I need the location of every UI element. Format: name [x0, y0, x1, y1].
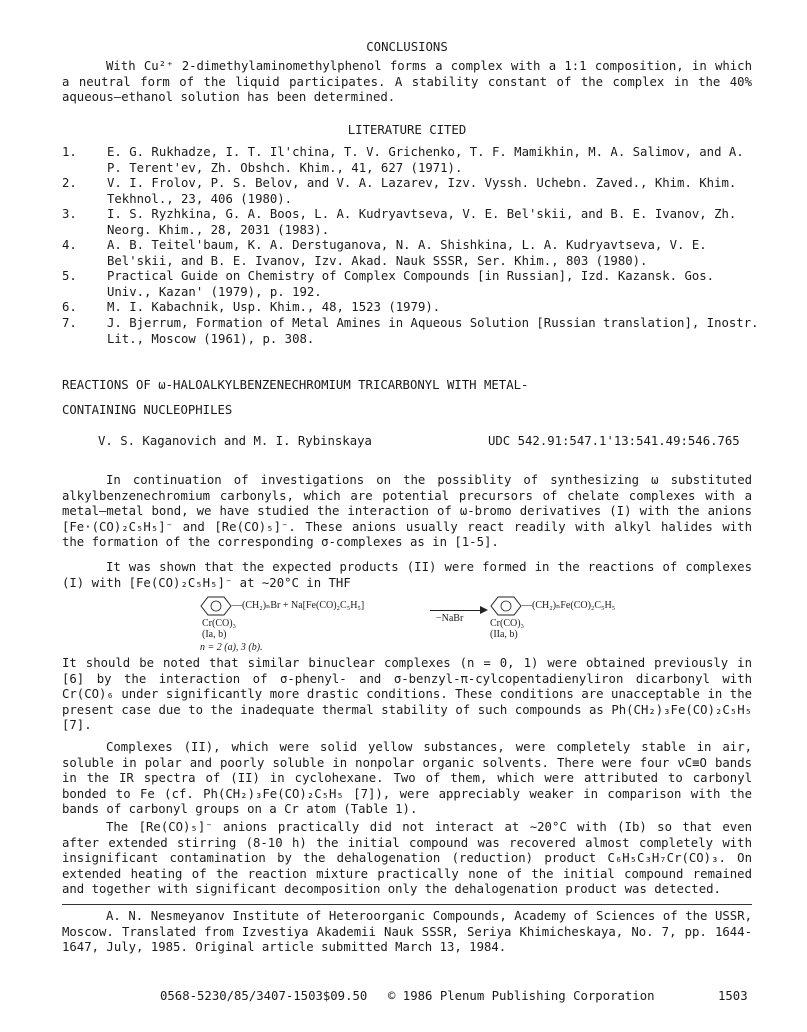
scheme-right-chain: —(CH₂)ₙFe(CO)₂C₅H₅: [522, 600, 616, 611]
scheme-left-label: (Ia, b): [202, 629, 227, 640]
reference-text: Practical Guide on Chemistry of Complex Compounds [in Russian], Izd. Kazansk. Gos. Univ., Kazan' (1979), p. 192.: [107, 269, 715, 299]
scheme-left-chain: —(CH₂)ₙBr + Na[Fe(CO)₂C₅H₅]: [232, 600, 365, 611]
reference-text: E. G. Rukhadze, I. T. Il'china, T. V. Grichenko, T. F. Mamikhin, M. A. Salimov, and A. P. Terent'ev, Zh. Obshch. Khim., 41, 627 (1971).: [107, 145, 744, 175]
reaction-arrow: [430, 610, 486, 611]
reference-item: [62, 207, 762, 238]
footnote-text: A. N. Nesmeyanov Institute of Heteroorganic Compounds, Academy of Sciences of the USSR, Moscow. Translated from Izvestiya Akademii Nauk SSSR, Seriya Khimicheskaya, No. 7, pp. 1644-1647, July, 1985. Original article submitted March 13, 1984.: [62, 909, 752, 955]
article-title-line2: CONTAINING NUCLEOPHILES: [62, 403, 233, 417]
article-paragraph-4: Complexes (II), which were solid yellow substances, were completely stable in air, soluble in polar and poorly soluble in nonpolar organic solvents. There were four νC≡O bands in the IR spectra of (II) in cyclohexane. Two of them, which were attributed to carbonyl bonded to Fe (cf. Ph(CH₂)₃Fe(CO)₂C₅H₅ [7]), were appreciably weaker in comparison with the bands of carbonyl groups on a Cr atom (Table 1).: [62, 740, 752, 817]
reference-number: 1.: [62, 145, 77, 159]
benzene-ring-icon: [490, 596, 522, 616]
reference-number: 7.: [62, 316, 77, 330]
reference-text: I. S. Ryzhkina, G. A. Boos, L. A. Kudryavtseva, V. E. Bel'skii, and B. E. Ivanov, Zh. Neorg. Khim., 28, 2031 (1983).: [107, 207, 737, 237]
conclusions-text: With Cu²⁺ 2-dimethylaminomethylphenol forms a complex with a 1:1 composition, in which a neutral form of the liquid participates. A stability constant of the complex in the 40% aqueous—ethanol solution has been determined.: [62, 59, 752, 105]
reference-item: [62, 176, 762, 207]
article-title-line1: REACTIONS OF ω-HALOALKYLBENZENECHROMIUM TRICARBONYL WITH METAL-: [62, 378, 529, 392]
reference-number: 2.: [62, 176, 77, 190]
reference-text: V. I. Frolov, P. S. Belov, and V. A. Lazarev, Izv. Vyssh. Uchebn. Zaved., Khim. Khim. Tekhnol., 23, 406 (1980).: [107, 176, 737, 206]
article-paragraph-5: The [Re(CO)₅]⁻ anions practically did not interact at ∼20°C with (Ib) so that even after extended stirring (8-10 h) the initial compound was recovered almost completely with insignificant contamination by the dehalogenation (reduction) product C₆H₅C₃H₇Cr(CO)₃. On extended heating of the reaction mixture practically none of the initial compound remained and together with significant decomposition only the dehalogenation product was detected.: [62, 820, 752, 897]
benzene-ring-icon: [200, 596, 232, 616]
reference-text: J. Bjerrum, Formation of Metal Amines in Aqueous Solution [Russian translation], Inostr. Lit., Moscow (1961), p. 308.: [107, 316, 759, 346]
literature-heading: LITERATURE CITED: [347, 123, 467, 137]
reference-text: A. B. Teitel'baum, K. A. Derstuganova, N. A. Shishkina, L. A. Kudryavtseva, V. E. Bel'skii, and B. E. Ivanov, Izv. Akad. Nauk SSSR, Ser. Khim., 803 (1980).: [107, 238, 707, 268]
reference-number: 3.: [62, 207, 77, 221]
reference-item: [62, 238, 762, 269]
scheme-left-cr: Cr(CO)₃: [202, 618, 237, 629]
scheme-arrow-label: −NaBr: [436, 613, 464, 624]
reference-item: [62, 316, 762, 347]
footer-copyright: © 1986 Plenum Publishing Corporation: [388, 989, 655, 1003]
article-paragraph-2: It was shown that the expected products (II) were formed in the reactions of complexes (I) with [Fe(CO)₂C₅H₅]⁻ at ∼20°C in THF: [62, 560, 752, 590]
footer-page-number: 1503: [718, 989, 748, 1003]
conclusions-heading: CONCLUSIONS: [366, 40, 448, 54]
arrow-head-icon: [480, 606, 488, 614]
footer-code: 0568-5230/85/3407-1503$09.50: [160, 989, 368, 1003]
article-paragraph-1: In continuation of investigations on the possiblity of synthesizing ω substituted alkylbenzenechromium carbonyls, which are potential precursors of chelate complexes with a metal—metal bond, we have studied the interaction of ω-bromo derivatives (I) with the anions [Fe·(CO)₂C₅H₅]⁻ and [Re(CO)₅]⁻. These anions usually react readily with alkyl halides with the formation of the corresponding σ-complexes as in [1-5].: [62, 473, 752, 550]
scheme-right-cr: Cr(CO)₃: [490, 618, 525, 629]
reference-item: [62, 300, 762, 316]
scheme-n-line: n = 2 (a), 3 (b).: [200, 642, 263, 653]
article-paragraph-3: It should be noted that similar binuclear complexes (n = 0, 1) were obtained previously in [6] by the interaction of σ-phenyl- and σ-benzyl-π-cylcopentadienyliron dicarbonyl with Cr(CO)₆ under significantly more drastic conditions. These conditions are unacceptable in the present case due to the inadequate thermal stability of such compounds as Ph(CH₂)₃Fe(CO)₂C₅H₅ [7].: [62, 656, 752, 733]
reference-item: [62, 145, 762, 176]
references-list: [62, 145, 762, 347]
footnote-divider: [62, 904, 752, 905]
article-udc: UDC 542.91:547.1'13:541.49:546.765: [488, 434, 740, 448]
reference-number: 4.: [62, 238, 77, 252]
reference-item: [62, 269, 762, 300]
reference-number: 6.: [62, 300, 77, 314]
scheme-right-label: (IIa, b): [490, 629, 518, 640]
article-authors: V. S. Kaganovich and M. I. Rybinskaya: [98, 434, 372, 448]
reference-number: 5.: [62, 269, 77, 283]
reaction-scheme: [200, 596, 660, 654]
reference-text: M. I. Kabachnik, Usp. Khim., 48, 1523 (1979).: [107, 300, 441, 314]
